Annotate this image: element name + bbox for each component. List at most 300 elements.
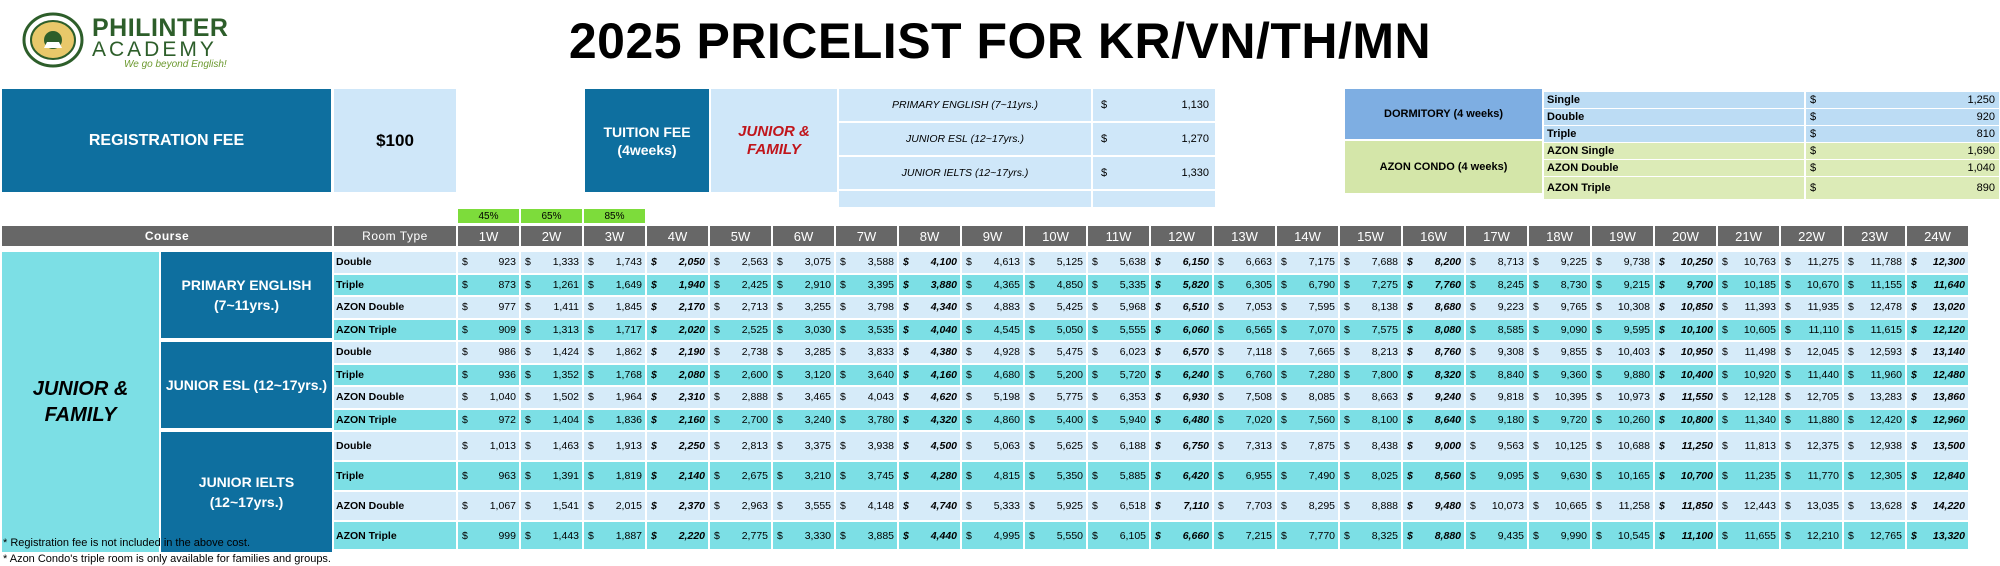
price-cell: $ 1,836 (584, 410, 645, 431)
price-cell: $ 977 (458, 297, 519, 318)
room-type-cell: Double (334, 252, 456, 273)
price-cell: $ 2,170 (647, 297, 708, 318)
price-cell: $ 9,180 (1466, 410, 1527, 431)
price-cell: $ 5,625 (1025, 432, 1086, 460)
price-cell: $ 8,840 (1466, 365, 1527, 386)
table-row (334, 432, 1970, 460)
price-cell: $ 3,555 (773, 492, 834, 520)
price-cell: $ 3,255 (773, 297, 834, 318)
price-cell: $ 6,105 (1088, 522, 1149, 549)
price-cell: $ 7,110 (1151, 492, 1212, 520)
price-cell: $ 5,198 (962, 387, 1023, 408)
price-cell: $ 2,775 (710, 522, 771, 549)
price-cell: $ 4,365 (962, 275, 1023, 296)
price-cell: $ 8,730 (1529, 275, 1590, 296)
price-cell: $ 9,090 (1529, 320, 1590, 341)
price-cell: $ 7,313 (1214, 432, 1275, 460)
price-cell: $ 1,040 (458, 387, 519, 408)
price-cell: $ 4,280 (899, 462, 960, 490)
price-cell: $ 11,100 (1655, 522, 1716, 549)
week-column-header: 11W (1088, 226, 1149, 246)
week-column-header: 24W (1907, 226, 1968, 246)
price-cell: $ 5,400 (1025, 410, 1086, 431)
price-cell: $ 6,663 (1214, 252, 1275, 273)
price-cell: $ 11,155 (1844, 275, 1905, 296)
price-cell: $ 873 (458, 275, 519, 296)
tuition-item-price: $ 1,270 (1093, 123, 1215, 155)
price-cell: $ 11,935 (1781, 297, 1842, 318)
room-type-cell: AZON Triple (334, 522, 456, 549)
price-cell: $ 1,862 (584, 342, 645, 363)
price-cell: $ 12,478 (1844, 297, 1905, 318)
price-cell: $ 2,738 (710, 342, 771, 363)
price-cell: $ 2,080 (647, 365, 708, 386)
price-cell: $ 13,628 (1844, 492, 1905, 520)
page-title: 2025 PRICELIST FOR KR/VN/TH/MN (568, 13, 1432, 69)
room-type-cell: AZON Triple (334, 410, 456, 431)
price-cell: $ 10,688 (1592, 432, 1653, 460)
price-cell: $ 5,425 (1025, 297, 1086, 318)
price-cell: $ 6,660 (1151, 522, 1212, 549)
price-cell: $ 5,885 (1088, 462, 1149, 490)
price-cell: $ 6,750 (1151, 432, 1212, 460)
price-cell: $ 12,705 (1781, 387, 1842, 408)
tuition-price-list (839, 89, 1216, 209)
price-cell: $ 11,498 (1718, 342, 1779, 363)
price-cell: $ 4,320 (899, 410, 960, 431)
tuition-item (839, 157, 1216, 189)
price-cell: $ 2,190 (647, 342, 708, 363)
course-junior-esl: JUNIOR ESL (12~17yrs.) (161, 342, 332, 428)
price-cell: $ 11,788 (1844, 252, 1905, 273)
week-column-header: 13W (1214, 226, 1275, 246)
table-row (334, 365, 1970, 386)
price-cell: $ 4,613 (962, 252, 1023, 273)
price-cell: $ 11,110 (1781, 320, 1842, 341)
price-cell: $ 1,333 (521, 252, 582, 273)
price-cell: $ 10,920 (1718, 365, 1779, 386)
price-cell: $ 5,820 (1151, 275, 1212, 296)
price-cell: $ 5,720 (1088, 365, 1149, 386)
price-cell: $ 4,148 (836, 492, 897, 520)
price-cell: $ 3,285 (773, 342, 834, 363)
room-type-cell: Double (334, 342, 456, 363)
price-cell: $ 1,352 (521, 365, 582, 386)
week-column-header: 12W (1151, 226, 1212, 246)
price-cell: $ 11,960 (1844, 365, 1905, 386)
week-column-header: 3W (584, 226, 645, 246)
price-cell: $ 8,880 (1403, 522, 1464, 549)
room-type-column-header: Room Type (334, 226, 456, 246)
price-cell: $ 8,320 (1403, 365, 1464, 386)
room-type-cell: AZON Double (334, 387, 456, 408)
price-cell: $ 9,765 (1529, 297, 1590, 318)
footnote: * Registration fee is not included in the above cost. (3, 537, 251, 549)
price-cell: $ 12,120 (1907, 320, 1968, 341)
price-cell: $ 12,128 (1718, 387, 1779, 408)
price-cell: $ 10,395 (1529, 387, 1590, 408)
price-cell: $ 8,438 (1340, 432, 1401, 460)
price-cell: $ 5,050 (1025, 320, 1086, 341)
price-cell: $ 3,885 (836, 522, 897, 549)
price-cell: $ 10,670 (1781, 275, 1842, 296)
course-primary-english: PRIMARY ENGLISH (7~11yrs.) (161, 252, 332, 338)
price-cell: $ 9,818 (1466, 387, 1527, 408)
week-column-header: 20W (1655, 226, 1716, 246)
price-cell: $ 11,340 (1718, 410, 1779, 431)
price-cell: $ 10,973 (1592, 387, 1653, 408)
week-column-header: 9W (962, 226, 1023, 246)
price-cell: $ 1,940 (647, 275, 708, 296)
price-cell: $ 5,925 (1025, 492, 1086, 520)
week-column-header: 4W (647, 226, 708, 246)
discount-badge-1w: 45% (458, 209, 519, 223)
price-cell: $ 13,140 (1907, 342, 1968, 363)
price-cell: $ 7,703 (1214, 492, 1275, 520)
price-cell: $ 3,588 (836, 252, 897, 273)
price-cell: $ 5,555 (1088, 320, 1149, 341)
price-cell: $ 13,860 (1907, 387, 1968, 408)
price-cell: $ 2,888 (710, 387, 771, 408)
price-cell: $ 1,391 (521, 462, 582, 490)
week-column-header: 7W (836, 226, 897, 246)
price-cell: $ 8,760 (1403, 342, 1464, 363)
price-cell: $ 3,030 (773, 320, 834, 341)
price-cell: $ 4,440 (899, 522, 960, 549)
price-cell: $ 10,250 (1655, 252, 1716, 273)
price-cell: $ 9,855 (1529, 342, 1590, 363)
price-cell: $ 10,850 (1655, 297, 1716, 318)
price-cell: $ 11,440 (1781, 365, 1842, 386)
price-cell: $ 1,717 (584, 320, 645, 341)
program-label: JUNIOR & FAMILY (2, 252, 159, 552)
price-cell: $ 5,940 (1088, 410, 1149, 431)
price-cell: $ 3,833 (836, 342, 897, 363)
room-type-cell: Triple (334, 462, 456, 490)
price-cell: $ 11,880 (1781, 410, 1842, 431)
price-cell: $ 7,053 (1214, 297, 1275, 318)
price-cell: $ 9,595 (1592, 320, 1653, 341)
price-cell: $ 11,393 (1718, 297, 1779, 318)
price-cell: $ 3,535 (836, 320, 897, 341)
accommodation-price-list (1544, 92, 1999, 200)
price-cell: $ 4,860 (962, 410, 1023, 431)
price-cell: $ 2,700 (710, 410, 771, 431)
price-cell: $ 7,875 (1277, 432, 1338, 460)
price-cell: $ 6,420 (1151, 462, 1212, 490)
price-cell: $ 7,595 (1277, 297, 1338, 318)
price-cell: $ 9,223 (1466, 297, 1527, 318)
price-cell: $ 5,350 (1025, 462, 1086, 490)
price-cell: $ 8,200 (1403, 252, 1464, 273)
price-cell: $ 5,968 (1088, 297, 1149, 318)
price-cell: $ 3,395 (836, 275, 897, 296)
tuition-item (839, 123, 1216, 155)
footnotes (3, 535, 331, 566)
price-cell: $ 2,250 (647, 432, 708, 460)
price-cell: $ 9,563 (1466, 432, 1527, 460)
price-cell: $ 12,765 (1844, 522, 1905, 549)
price-cell: $ 2,160 (647, 410, 708, 431)
price-cell: $ 6,760 (1214, 365, 1275, 386)
price-cell: $ 9,630 (1529, 462, 1590, 490)
price-cell: $ 12,305 (1844, 462, 1905, 490)
price-cell: $ 3,640 (836, 365, 897, 386)
price-cell: $ 3,880 (899, 275, 960, 296)
price-cell: $ 2,963 (710, 492, 771, 520)
price-cell: $ 2,370 (647, 492, 708, 520)
price-cell: $ 9,225 (1529, 252, 1590, 273)
room-type-cell: AZON Triple (334, 320, 456, 341)
price-cell: $ 9,435 (1466, 522, 1527, 549)
price-cell: $ 8,325 (1340, 522, 1401, 549)
price-cell: $ 7,280 (1277, 365, 1338, 386)
table-row (334, 492, 1970, 520)
price-cell: $ 11,770 (1781, 462, 1842, 490)
price-cell: $ 7,560 (1277, 410, 1338, 431)
price-cell: $ 8,663 (1340, 387, 1401, 408)
week-column-header: 6W (773, 226, 834, 246)
discount-badge-3w: 85% (584, 209, 645, 223)
price-cell: $ 4,040 (899, 320, 960, 341)
price-cell: $ 2,713 (710, 297, 771, 318)
price-cell: $ 4,928 (962, 342, 1023, 363)
price-cell: $ 4,043 (836, 387, 897, 408)
room-type-cell: Triple (334, 365, 456, 386)
price-cell: $ 6,353 (1088, 387, 1149, 408)
price-cell: $ 11,850 (1655, 492, 1716, 520)
price-cell: $ 936 (458, 365, 519, 386)
price-cell: $ 3,240 (773, 410, 834, 431)
price-cell: $ 12,443 (1718, 492, 1779, 520)
price-cell: $ 1,819 (584, 462, 645, 490)
tuition-item-name: PRIMARY ENGLISH (7~11yrs.) (839, 89, 1091, 121)
price-cell: $ 1,424 (521, 342, 582, 363)
price-cell: $ 1,013 (458, 432, 519, 460)
azon-room-item: AZON Double $ 1,040 (1544, 160, 1999, 176)
price-cell: $ 5,063 (962, 432, 1023, 460)
price-cell: $ 10,605 (1718, 320, 1779, 341)
price-cell: $ 10,185 (1718, 275, 1779, 296)
price-cell: $ 909 (458, 320, 519, 341)
price-cell: $ 6,510 (1151, 297, 1212, 318)
price-cell: $ 2,050 (647, 252, 708, 273)
table-row (334, 462, 1970, 490)
price-cell: $ 6,930 (1151, 387, 1212, 408)
price-cell: $ 3,745 (836, 462, 897, 490)
price-cell: $ 1,067 (458, 492, 519, 520)
price-cell: $ 13,500 (1907, 432, 1968, 460)
week-column-header: 18W (1529, 226, 1590, 246)
room-type-cell: Double (334, 432, 456, 460)
price-cell: $ 6,023 (1088, 342, 1149, 363)
price-cell: $ 986 (458, 342, 519, 363)
dorm-room-item: Single $ 1,250 (1544, 92, 1999, 108)
price-cell: $ 10,950 (1655, 342, 1716, 363)
tuition-fee-label: TUITION FEE (4weeks) (585, 89, 709, 192)
tuition-item-name: JUNIOR ESL (12~17yrs.) (839, 123, 1091, 155)
price-cell: $ 12,960 (1907, 410, 1968, 431)
azon-room-item: AZON Single $ 1,690 (1544, 143, 1999, 159)
price-cell: $ 1,743 (584, 252, 645, 273)
price-cell: $ 7,070 (1277, 320, 1338, 341)
price-cell: $ 9,360 (1529, 365, 1590, 386)
dorm-room-item: Double $ 920 (1544, 109, 1999, 125)
price-cell: $ 6,518 (1088, 492, 1149, 520)
price-cell: $ 4,100 (899, 252, 960, 273)
week-column-header: 19W (1592, 226, 1653, 246)
price-cell: $ 11,235 (1718, 462, 1779, 490)
table-row (334, 297, 1970, 318)
price-cell: $ 6,565 (1214, 320, 1275, 341)
tuition-empty-row (839, 191, 1216, 207)
registration-fee-label: REGISTRATION FEE (2, 89, 331, 192)
table-row (334, 522, 1970, 549)
price-cell: $ 6,150 (1151, 252, 1212, 273)
price-cell: $ 8,640 (1403, 410, 1464, 431)
price-cell: $ 11,813 (1718, 432, 1779, 460)
price-cell: $ 2,425 (710, 275, 771, 296)
room-type-cell: AZON Double (334, 492, 456, 520)
price-cell: $ 3,938 (836, 432, 897, 460)
price-cell: $ 10,403 (1592, 342, 1653, 363)
price-cell: $ 7,118 (1214, 342, 1275, 363)
price-cell: $ 3,780 (836, 410, 897, 431)
price-cell: $ 10,308 (1592, 297, 1653, 318)
price-cell: $ 10,260 (1592, 410, 1653, 431)
price-cell: $ 6,790 (1277, 275, 1338, 296)
price-cell: $ 8,213 (1340, 342, 1401, 363)
table-row (334, 252, 1970, 273)
week-column-header: 17W (1466, 226, 1527, 246)
price-cell: $ 5,335 (1088, 275, 1149, 296)
price-cell: $ 9,215 (1592, 275, 1653, 296)
price-cell: $ 14,220 (1907, 492, 1968, 520)
table-row (334, 387, 1970, 408)
price-cell: $ 4,340 (899, 297, 960, 318)
price-cell: $ 8,560 (1403, 462, 1464, 490)
price-cell: $ 8,295 (1277, 492, 1338, 520)
price-cell: $ 8,245 (1466, 275, 1527, 296)
tuition-program-label: JUNIOR & FAMILY (711, 89, 837, 192)
price-cell: $ 12,480 (1907, 365, 1968, 386)
price-cell: $ 3,120 (773, 365, 834, 386)
price-cell: $ 8,585 (1466, 320, 1527, 341)
price-cell: $ 8,080 (1403, 320, 1464, 341)
price-cell: $ 1,964 (584, 387, 645, 408)
price-cell: $ 9,480 (1403, 492, 1464, 520)
price-cell: $ 13,035 (1781, 492, 1842, 520)
price-cell: $ 9,738 (1592, 252, 1653, 273)
price-cell: $ 9,880 (1592, 365, 1653, 386)
price-cell: $ 12,840 (1907, 462, 1968, 490)
price-cell: $ 7,575 (1340, 320, 1401, 341)
logo-name: PHILINTER (92, 14, 229, 42)
week-column-header: 23W (1844, 226, 1905, 246)
course-junior-ielts: JUNIOR IELTS (12~17yrs.) (161, 432, 332, 552)
price-cell: $ 1,443 (521, 522, 582, 549)
week-column-header: 10W (1025, 226, 1086, 246)
price-cell: $ 9,308 (1466, 342, 1527, 363)
price-cell: $ 4,883 (962, 297, 1023, 318)
price-cell: $ 6,240 (1151, 365, 1212, 386)
price-cell: $ 2,015 (584, 492, 645, 520)
week-column-header: 21W (1718, 226, 1779, 246)
price-cell: $ 2,910 (773, 275, 834, 296)
price-cell: $ 11,615 (1844, 320, 1905, 341)
registration-fee-value: $100 (334, 89, 456, 192)
price-cell: $ 4,500 (899, 432, 960, 460)
price-cell: $ 7,665 (1277, 342, 1338, 363)
price-cell: $ 10,800 (1655, 410, 1716, 431)
price-cell: $ 4,850 (1025, 275, 1086, 296)
week-column-header: 15W (1340, 226, 1401, 246)
price-cell: $ 3,210 (773, 462, 834, 490)
room-type-cell: Triple (334, 275, 456, 296)
price-cell: $ 7,275 (1340, 275, 1401, 296)
price-cell: $ 5,775 (1025, 387, 1086, 408)
price-cell: $ 8,138 (1340, 297, 1401, 318)
price-cell: $ 5,638 (1088, 252, 1149, 273)
price-cell: $ 2,813 (710, 432, 771, 460)
price-cell: $ 2,140 (647, 462, 708, 490)
price-cell: $ 11,275 (1781, 252, 1842, 273)
price-cell: $ 4,380 (899, 342, 960, 363)
price-cell: $ 12,210 (1781, 522, 1842, 549)
price-cell: $ 2,525 (710, 320, 771, 341)
table-header-row (2, 226, 1970, 246)
azon-condo-label: AZON CONDO (4 weeks) (1345, 141, 1542, 193)
price-cell: $ 3,798 (836, 297, 897, 318)
price-cell: $ 6,955 (1214, 462, 1275, 490)
price-cell: $ 3,465 (773, 387, 834, 408)
dormitory-label: DORMITORY (4 weeks) (1345, 89, 1542, 139)
price-cell: $ 10,665 (1529, 492, 1590, 520)
price-cell: $ 12,300 (1907, 252, 1968, 273)
price-cell: $ 9,000 (1403, 432, 1464, 460)
tuition-item-name: JUNIOR IELTS (12~17yrs.) (839, 157, 1091, 189)
price-cell: $ 4,545 (962, 320, 1023, 341)
price-cell: $ 4,740 (899, 492, 960, 520)
price-cell: $ 10,545 (1592, 522, 1653, 549)
price-cell: $ 12,045 (1781, 342, 1842, 363)
price-cell: $ 2,675 (710, 462, 771, 490)
price-cell: $ 9,990 (1529, 522, 1590, 549)
price-cell: $ 9,720 (1529, 410, 1590, 431)
price-cell: $ 4,160 (899, 365, 960, 386)
price-cell: $ 1,502 (521, 387, 582, 408)
price-cell: $ 8,888 (1340, 492, 1401, 520)
price-cell: $ 7,508 (1214, 387, 1275, 408)
price-cell: $ 4,620 (899, 387, 960, 408)
price-cell: $ 2,220 (647, 522, 708, 549)
price-cell: $ 1,913 (584, 432, 645, 460)
price-cell: $ 13,320 (1907, 522, 1968, 549)
price-cell: $ 4,995 (962, 522, 1023, 549)
tuition-item-price: $ 1,330 (1093, 157, 1215, 189)
price-cell: $ 7,688 (1340, 252, 1401, 273)
price-cell: $ 8,680 (1403, 297, 1464, 318)
table-row (334, 410, 1970, 431)
price-cell: $ 11,258 (1592, 492, 1653, 520)
price-cell: $ 3,075 (773, 252, 834, 273)
price-cell: $ 11,250 (1655, 432, 1716, 460)
price-cell: $ 3,375 (773, 432, 834, 460)
footnote: * Azon Condo's triple room is only available for families and groups. (3, 553, 331, 565)
price-cell: $ 7,020 (1214, 410, 1275, 431)
price-cell: $ 6,060 (1151, 320, 1212, 341)
price-cell: $ 12,420 (1844, 410, 1905, 431)
